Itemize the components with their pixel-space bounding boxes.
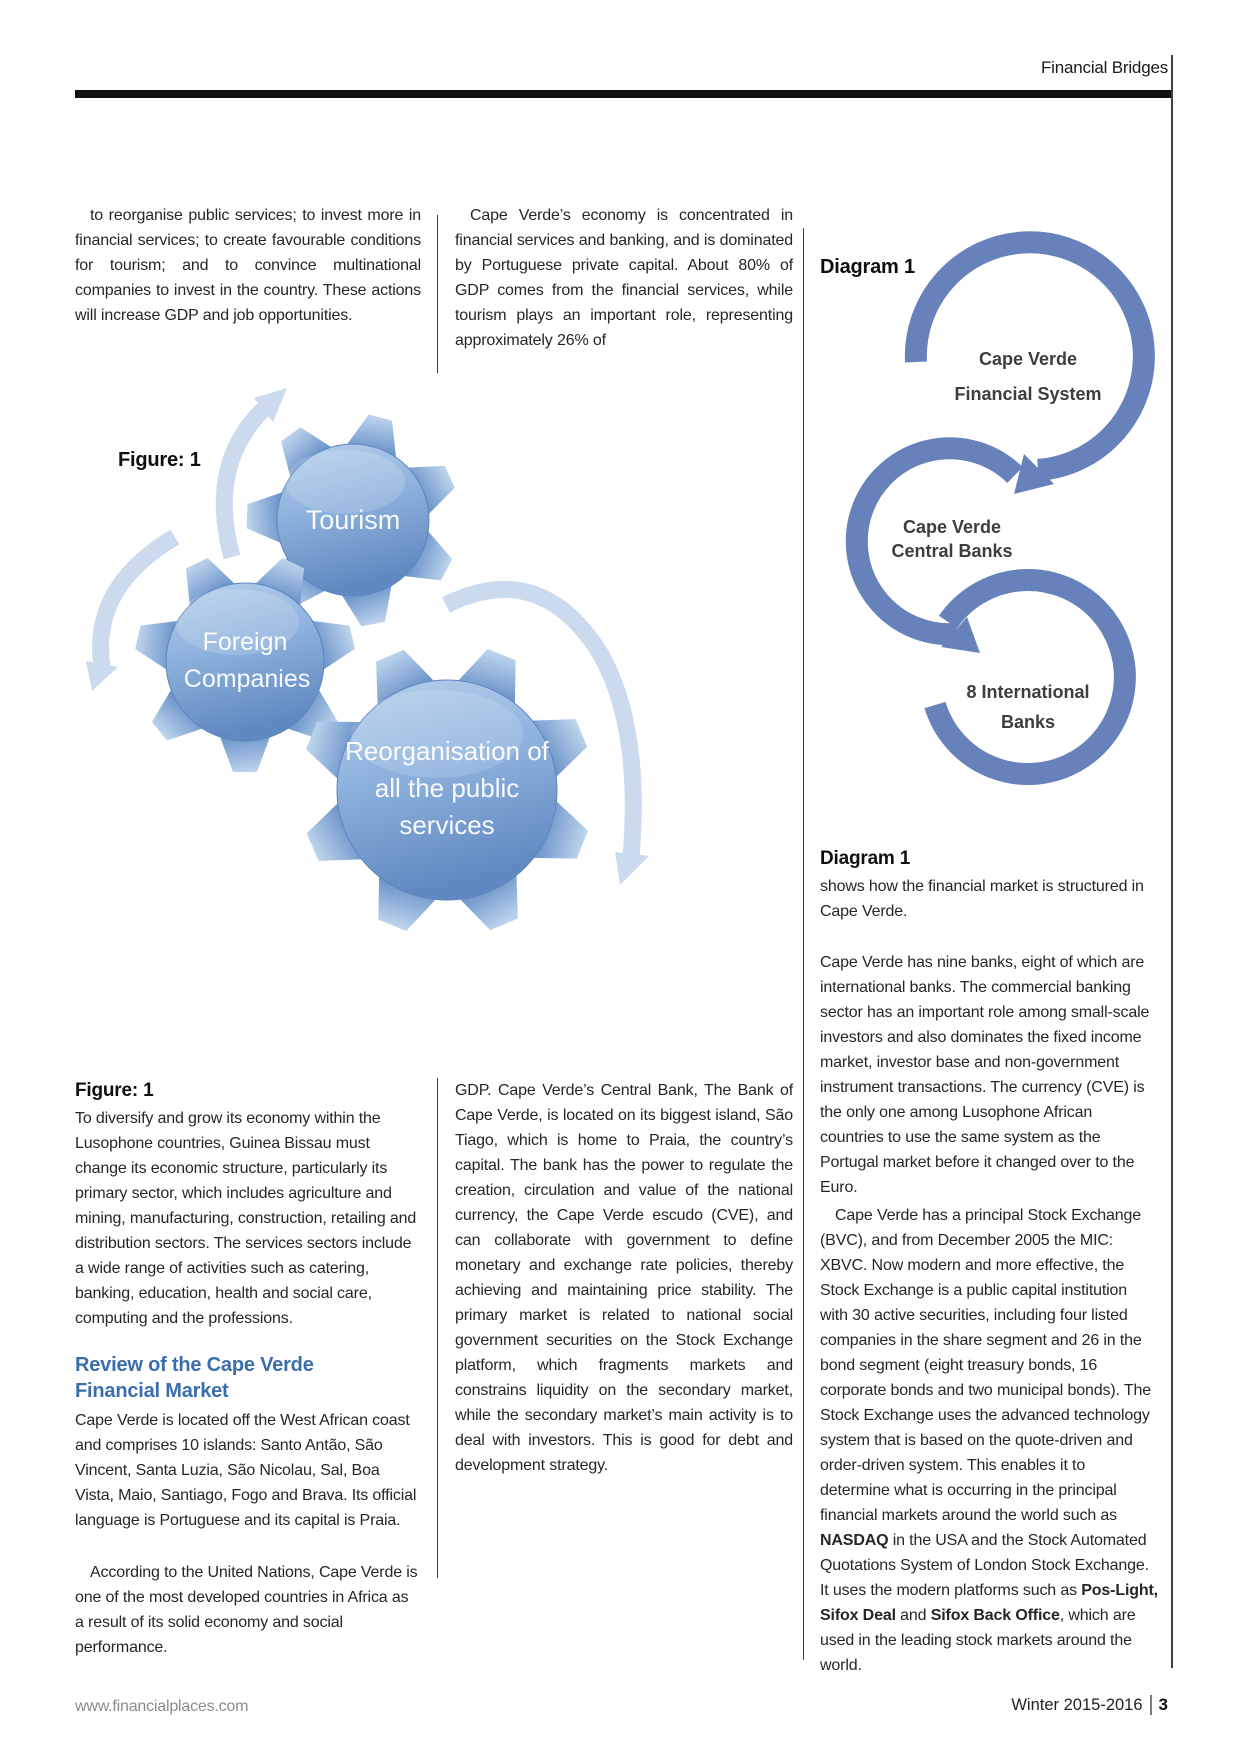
- footer-issue: Winter 2015-2016: [1011, 1695, 1143, 1714]
- mid-column-paragraph-1: Cape Verde’s economy is concentrated in financial services and banking, and is dominated by Portuguese private capital. About 80% of GDP comes from the financial services, while tourism plays an important role, representing approximately 26% of: [455, 207, 793, 349]
- review-paragraph-2: According to the United Nations, Cape Verde is one of the most developed countries in Africa as a result of its solid economy and social performance.: [75, 1564, 418, 1656]
- mid-column-paragraph-2: GDP. Cape Verde’s Central Bank, The Bank of Cape Verde, is located on its biggest island, São Tiago, which is home to Praia, the country’s capital. The bank has the power to regulate the creation, circulation and value of the national currency, the Cape Verde escudo (CVE), and can collaborate with government to define monetary and exchange rate policies, thereby achieving and maintaining price stability. The primary market is related to national social government securities on the Stock Exchange platform, which fragments markets and constrains liquidity on the secondary market, while the secondary market’s main activity is to deal with investors. This is good for debt and development strategy.: [455, 1082, 793, 1474]
- gear-foreign-label-line1: Foreign: [202, 628, 288, 656]
- column-divider-left-top: [437, 215, 438, 373]
- figure1-caption-paragraph: To diversify and grow its economy within the Lusophone countries, Guinea Bissau must change its economic structure, particularly its primary sector, which includes agriculture and mining, manufacturing, construction, retailing and distribution sectors. The services sectors include a wide range of activities such as catering, banking, education, health and social care, computing and the professions.: [75, 1110, 417, 1327]
- node-international-banks-line1: 8 International: [966, 682, 1090, 702]
- header-rule: [75, 90, 1173, 98]
- review-heading: Review of the Cape Verde Financial Market: [75, 1354, 314, 1402]
- gear-foreign-label-line2: Companies: [183, 665, 311, 693]
- node-financial-system-line2: Financial System: [954, 384, 1102, 404]
- gear-tourism-label: Tourism: [305, 505, 401, 535]
- column-divider-right: [803, 228, 804, 1660]
- node-central-banks-line2: Central Banks: [891, 541, 1013, 561]
- right-column-paragraph-1: shows how the financial market is structured in Cape Verde.: [820, 878, 1144, 920]
- gear-reorganisation: [300, 643, 595, 938]
- figure1-label: Figure: 1: [118, 449, 201, 471]
- diagram1-illustration: [830, 225, 1170, 850]
- page-header-brand: Financial Bridges: [1041, 58, 1168, 77]
- p3-text-3: and: [895, 1607, 931, 1624]
- diagram-node-central-banks: [857, 448, 1015, 653]
- gear-reorg-label-line1: Reorganisation of: [345, 736, 549, 766]
- footer-page-number: 3: [1158, 1695, 1168, 1714]
- p3-bold-sifox-back-office: Sifox Back Office: [930, 1607, 1060, 1624]
- diagram1-label: Diagram 1: [820, 256, 915, 278]
- node-international-banks-line2: Banks: [1000, 712, 1056, 732]
- right-column-paragraph-3: [820, 1203, 1158, 1678]
- p3-bold-nasdaq: NASDAQ: [820, 1532, 889, 1549]
- review-paragraph-1: Cape Verde is located off the West African coast and comprises 10 islands: Santo Antão, São Vincent, Santa Luzia, São Nicolau, Sal, Boa Vista, Maio, Santiago, Fogo and Brava. Its official language is Portuguese and its capital is Praia.: [75, 1412, 417, 1529]
- p3-text-1: Cape Verde has a principal Stock Exchange (BVC), and from December 2005 the MIC: XBVC. Now modern and more effective, the Stock Exchange is a public capital institution with 30 active securities, including four listed companies in the share segment and 26 in the bond segment (eight treasury bonds, 16 corporate bonds and two municipal bonds). The Stock Exchange uses the advanced technology system that is based on the quote-driven and order-driven system. This enables it to determine what is occurring in the principal financial markets around the world such as: [820, 1207, 1151, 1524]
- pale-arrow-left: [86, 537, 175, 691]
- p3-text-4: , which are used in the leading stock markets around the world.: [820, 1607, 1136, 1674]
- node-central-banks-line1: Cape Verde: [902, 517, 1002, 537]
- column-divider-left-bottom: [437, 1078, 438, 1578]
- node-financial-system-line1: Cape Verde: [978, 349, 1078, 369]
- figure1-gears-illustration: [60, 365, 740, 965]
- figure1-caption-title: Figure: 1: [75, 1080, 154, 1101]
- footer-separator: [1150, 1695, 1152, 1715]
- footer-issue-block: [1011, 1695, 1168, 1715]
- right-page-border: [1171, 55, 1173, 1668]
- p3-text-2: in the USA and the Stock Automated Quotations System of London Stock Exchange. It uses the modern platforms such as: [820, 1532, 1149, 1599]
- gear-reorg-label-line2: all the public: [374, 773, 520, 803]
- footer-website: www.financialplaces.com: [75, 1698, 249, 1715]
- diagram-node-international-banks: [935, 580, 1125, 774]
- p3-bold-poslight-sifox-deal: Pos-Light, Sifox Deal: [820, 1582, 1158, 1624]
- gear-reorg-label-line3: services: [399, 810, 495, 840]
- left-column-paragraph-1: to reorganise public services; to invest more in financial services; to create favourable conditions for tourism; and to convince multinational companies to invest in the country. These actions will increase GDP and job opportunities.: [75, 207, 421, 324]
- right-column-paragraph-2: Cape Verde has nine banks, eight of which are international banks. The commercial banking sector has an important role among small-scale investors and also dominates the fixed income market, investor base and non-government instrument transactions. The currency (CVE) is the only one among Lusophone African countries to use the same system as the Portugal market before it changed over to the Euro.: [820, 954, 1150, 1196]
- diagram1-caption-title: Diagram 1: [820, 848, 911, 869]
